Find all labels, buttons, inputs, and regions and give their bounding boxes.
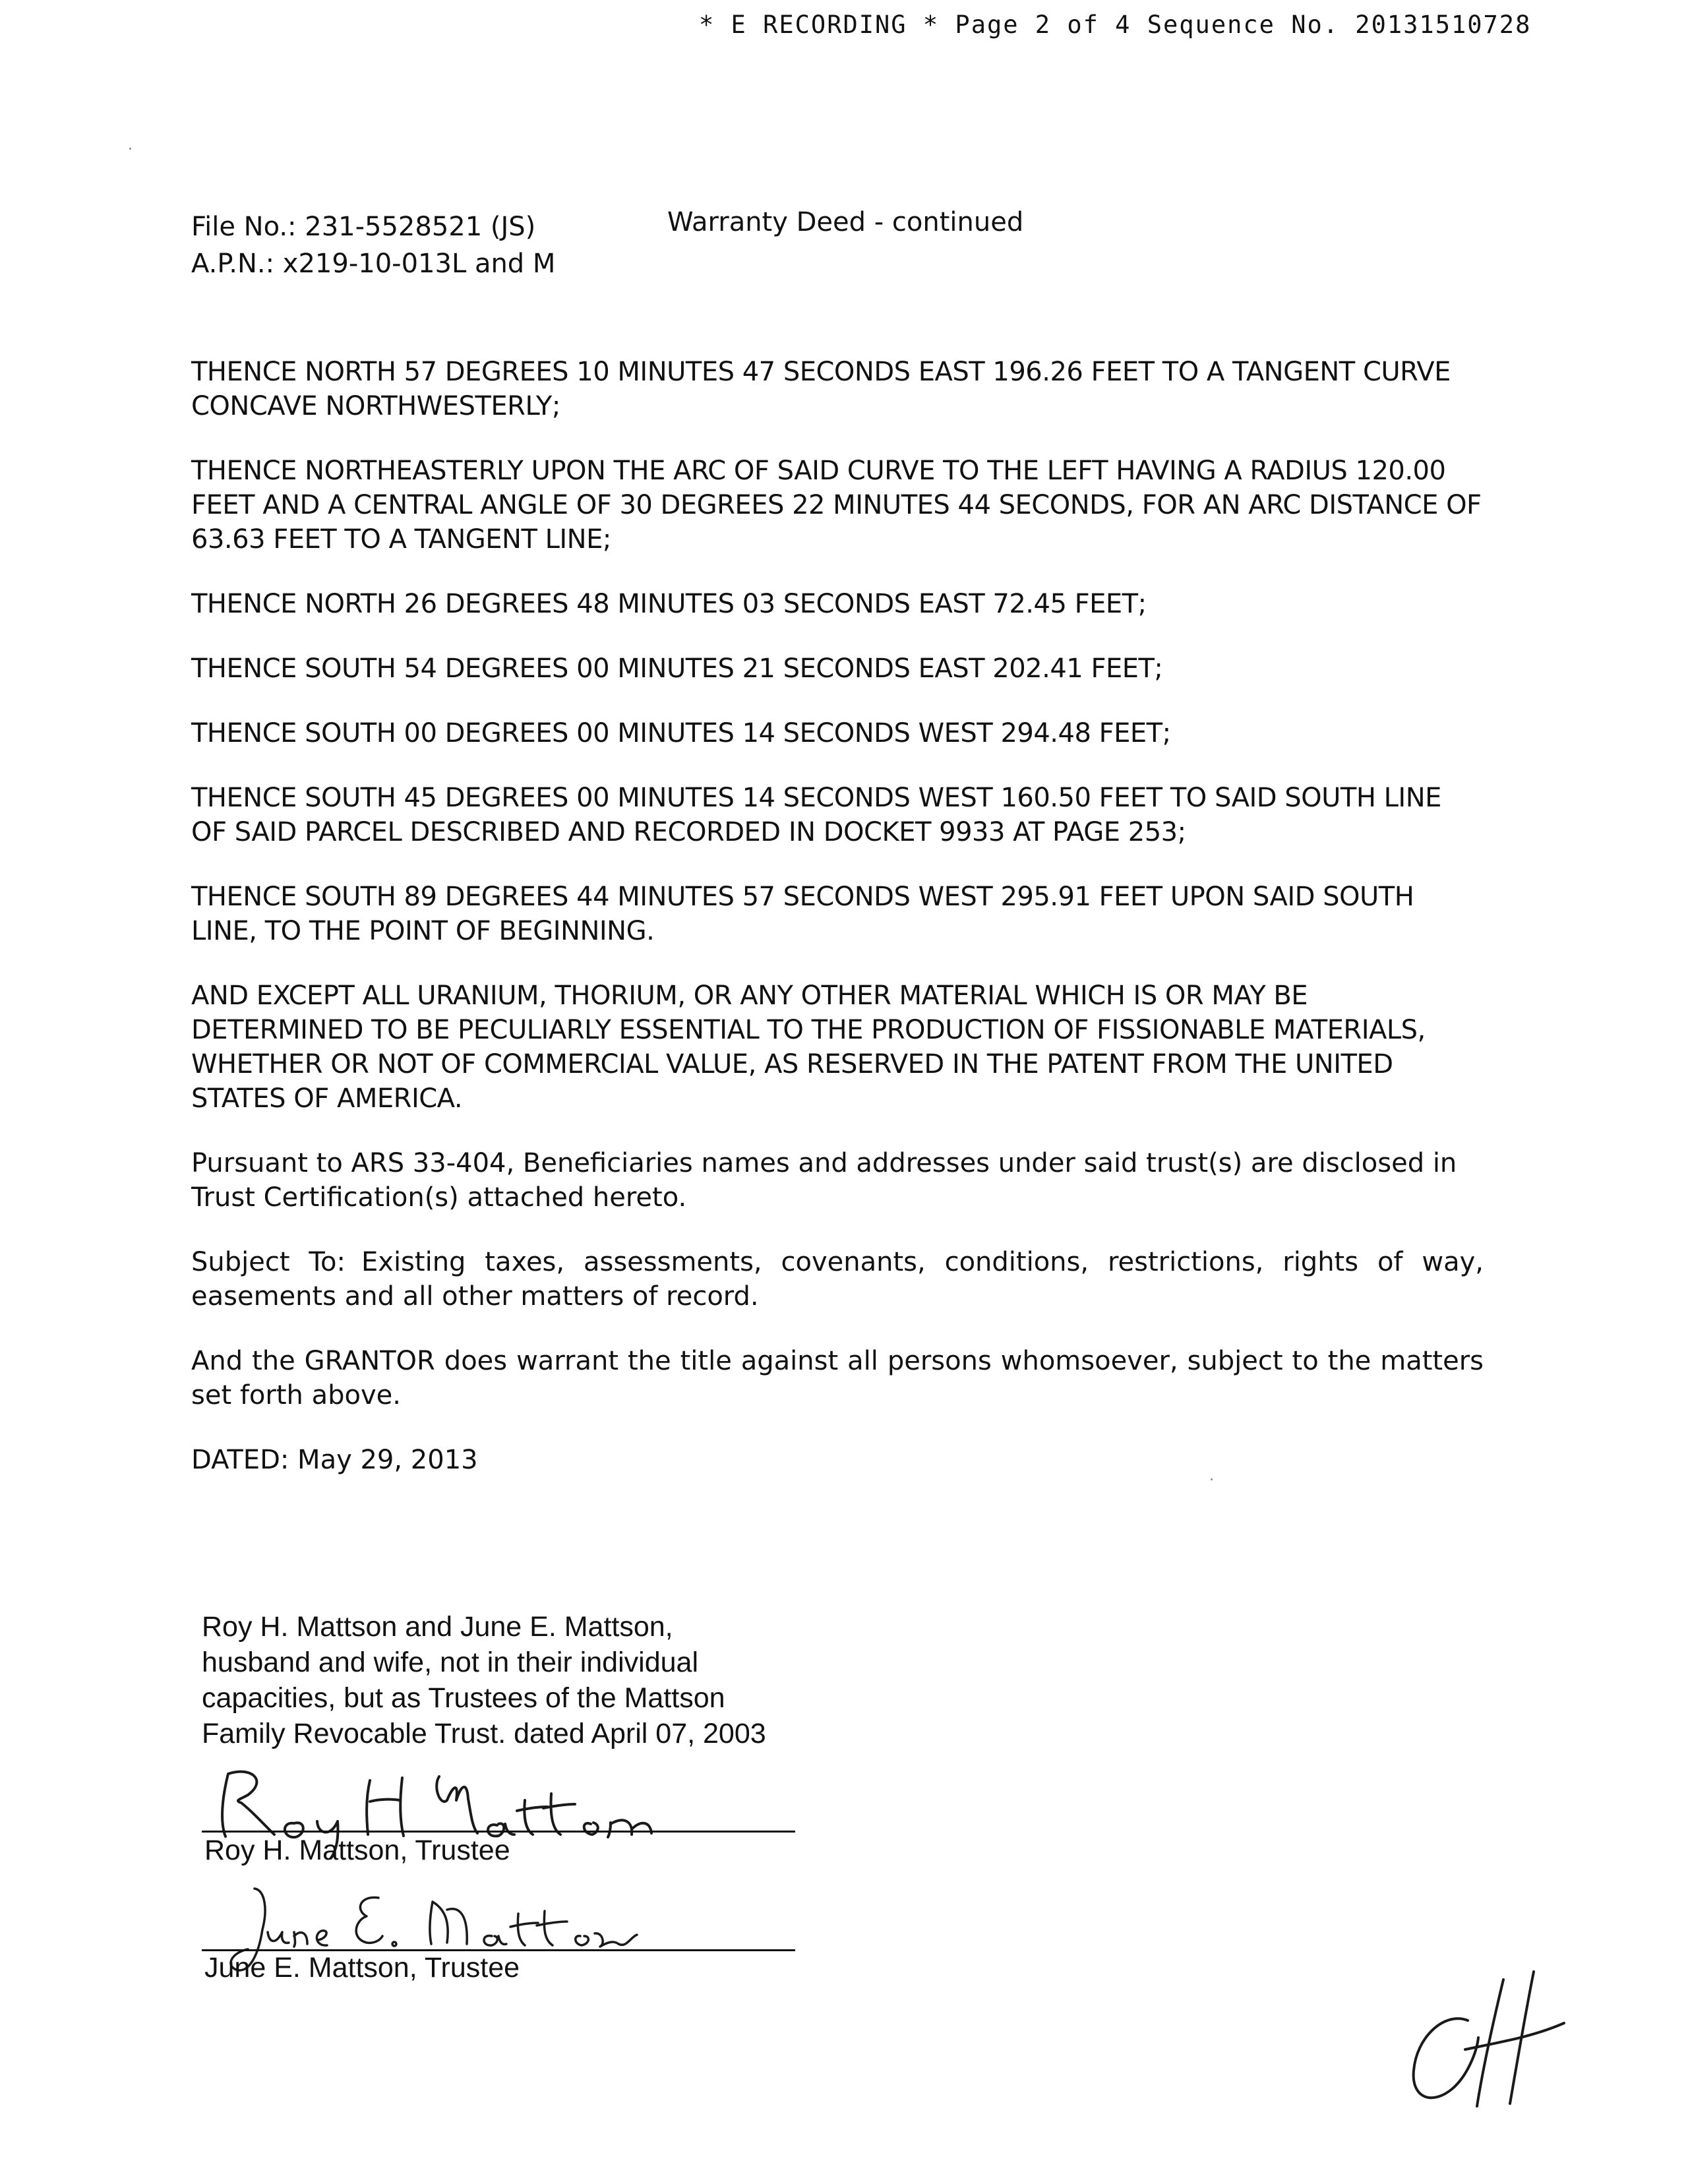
document-title: Warranty Deed - continued (667, 207, 1024, 237)
subject-to-label: Subject To: (191, 1247, 346, 1277)
scan-speck (129, 148, 131, 150)
paragraph-course-6: THENCE SOUTH 89 DEGREES 44 MINUTES 57 SECONDS WEST 295.91 FEET UPON SAID SOUTH LINE, TO THE POINT OF BEGINNING. (191, 882, 1414, 946)
file-number: File No.: 231-5528521 (JS) (191, 212, 536, 242)
trustee-line-4: Family Revocable Trust. dated April 07, 2003 (202, 1718, 766, 1749)
trustee-line-2: husband and wife, not in their individual (202, 1647, 699, 1678)
signature-rule-june (202, 1949, 795, 1951)
apn-number: A.P.N.: x219-10-013L and M (191, 249, 556, 279)
recording-header: * E RECORDING * Page 2 of 4 Sequence No. 20131510728 (699, 11, 1532, 39)
paragraph-warranty: And the GRANTOR does warrant the title against all persons whomsoever, subject to the matters set forth above. (191, 1346, 1484, 1410)
paragraph-subject-to (191, 1245, 1484, 1314)
signer-name-june: June E. Mattson, Trustee (204, 1952, 520, 1984)
scan-speck (1211, 1478, 1213, 1480)
paragraph-course-5: THENCE SOUTH 45 DEGREES 00 MINUTES 14 SECONDS WEST 160.50 FEET TO SAID SOUTH LINE OF SAID PARCEL DESCRIBED AND RECORDED IN DOCKET 9933 AT PAGE 253; (191, 783, 1441, 847)
dated-line: DATED: May 29, 2013 (191, 1445, 478, 1475)
paragraph-course-3: THENCE SOUTH 54 DEGREES 00 MINUTES 21 SECONDS EAST 202.41 FEET; (191, 653, 1163, 684)
paragraph-trust-disclosure: Pursuant to ARS 33-404, Beneficiaries names and addresses under said trust(s) are disclosed in Trust Certification(s) attached hereto. (191, 1148, 1457, 1213)
signer-name-roy: Roy H. Mattson, Trustee (204, 1835, 510, 1866)
file-info (191, 208, 555, 282)
trustee-signature-block (202, 1609, 861, 1751)
trustee-line-3: capacities, but as Trustees of the Mattson (202, 1682, 725, 1714)
legal-description (191, 355, 1484, 1477)
signature-line-june (202, 1883, 795, 1982)
paragraph-course-2: THENCE NORTH 26 DEGREES 48 MINUTES 03 SECONDS EAST 72.45 FEET; (191, 589, 1147, 619)
signature-line-roy (202, 1761, 795, 1866)
signature-rule-roy (202, 1831, 795, 1833)
trustee-line-1: Roy H. Mattson and June E. Mattson, (202, 1611, 673, 1643)
paragraph-course-4: THENCE SOUTH 00 DEGREES 00 MINUTES 14 SECONDS WEST 294.48 FEET; (191, 718, 1171, 748)
subject-to-text: Existing taxes, assessments, covenants, conditions, restrictions, rights of way, easements and all other matters of record. (191, 1247, 1484, 1312)
paragraph-curve: THENCE NORTHEASTERLY UPON THE ARC OF SAID CURVE TO THE LEFT HAVING A RADIUS 120.00 FEET AND A CENTRAL ANGLE OF 30 DEGREES 22 MINUTES 44 SECONDS, FOR AN ARC DISTANCE OF 63.63 FEET TO A TANGENT LINE; (191, 456, 1482, 555)
paragraph-mineral-exception: AND EXCEPT ALL URANIUM, THORIUM, OR ANY OTHER MATERIAL WHICH IS OR MAY BE DETERMINED TO BE PECULIARLY ESSENTIAL TO THE PRODUCTION OF FISSIONABLE MATERIALS, WHETHER OR NOT OF COMMERCIAL VALUE, AS RESERVED IN THE PATENT FROM THE UNITED STATES OF AMERICA. (191, 981, 1426, 1114)
paragraph-course-1: THENCE NORTH 57 DEGREES 10 MINUTES 47 SECONDS EAST 196.26 FEET TO A TANGENT CURVE CONCAVE NORTHWESTERLY; (191, 357, 1451, 421)
handwritten-initials-icon (1404, 1965, 1576, 2117)
